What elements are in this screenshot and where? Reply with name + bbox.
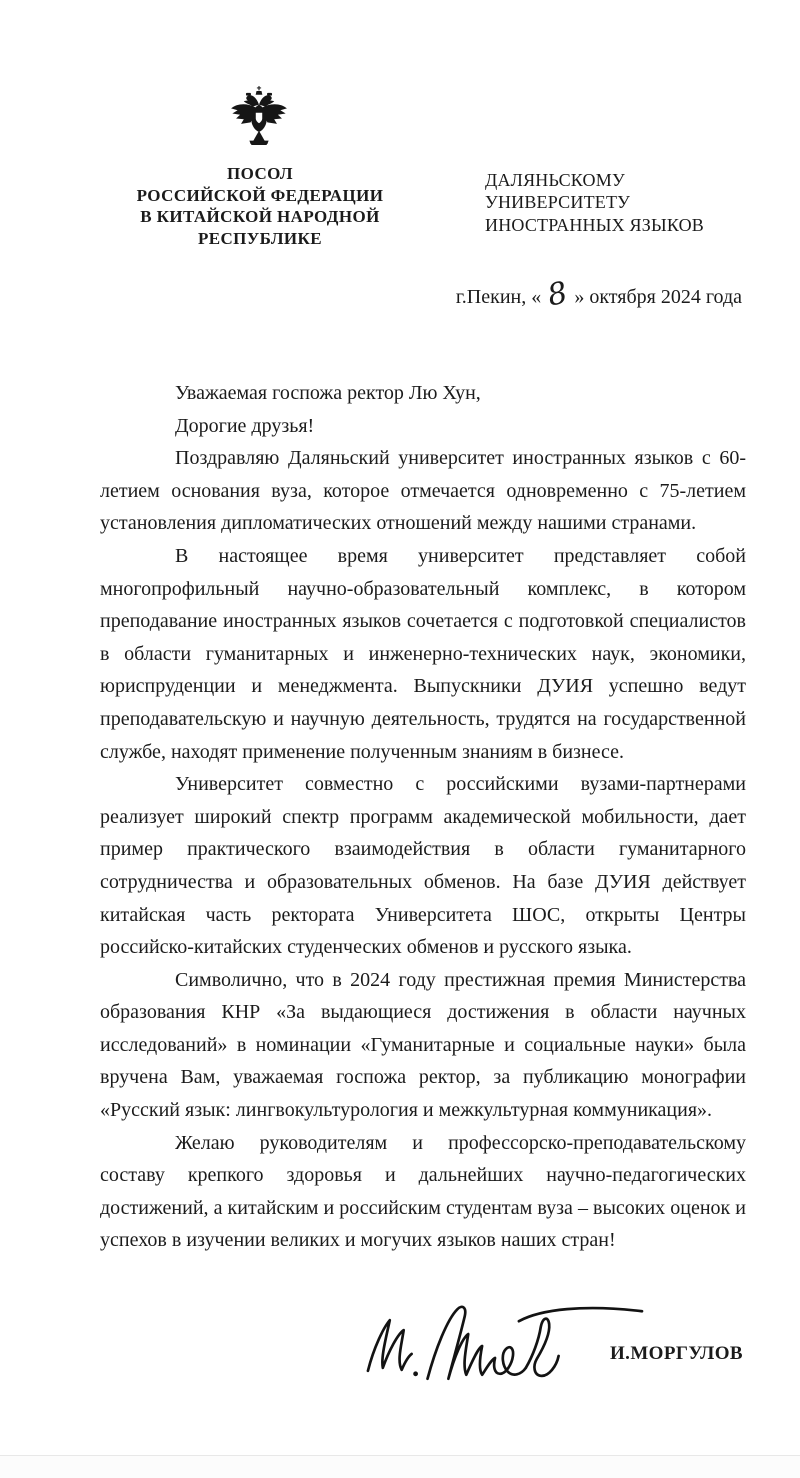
signatory-name: И.МОРГУЛОВ [610, 1343, 743, 1364]
morgulov-handwritten-signature-icon [358, 1296, 646, 1398]
letter-paragraph: Университет совместно с российскими вузами-партнерами реализует широкий спектр программ академической мобильности, дает пример практического взаимодействия в области гуманитарного сотрудничества и образовательных обменов. На базе ДУИЯ действует китайская часть ректората Университета ШОС, открыты Центры российско-китайских студенческих обменов и русского языка. [100, 773, 746, 959]
sender-line: ПОСОЛ [227, 164, 293, 183]
below-page-area [0, 1456, 800, 1478]
dateline-suffix: » октября 2024 года [574, 286, 742, 308]
recipient-address [485, 169, 704, 236]
sender-line: РОССИЙСКОЙ ФЕДЕРАЦИИ [136, 185, 384, 205]
dateline [455, 275, 742, 314]
letter-body [100, 377, 746, 1257]
recipient-line: ИНОСТРАННЫХ ЯЗЫКОВ [485, 214, 705, 235]
sender-line: В КИТАЙСКОЙ НАРОДНОЙ [140, 207, 380, 226]
dateline-prefix: г.Пекин, « [455, 286, 542, 308]
sender-line: РЕСПУБЛИКЕ [197, 228, 323, 248]
letter-paragraph: Желаю руководителям и профессорско-преподавательскому составу крепкого здоровья и дальнейших научно-педагогических достижений, а китайским и российским студентам вуза – высоких оценок и успехов в изучении великих и могучих языков наших стран! [100, 1131, 746, 1252]
salutation: Дорогие друзья! [175, 414, 315, 437]
handwritten-day-number: 8 [544, 275, 571, 314]
russian-coat-of-arms-icon [228, 85, 290, 151]
letter-paragraph: В настоящее время университет представляет собой многопрофильный научно-образовательный комплекс, в котором преподавание иностранных языков сочетается с подготовкой специалистов в области гуманитарных и инженерно-технических наук, экономики, юриспруденции и менеджмента. Выпускники ДУИЯ успешно ведут преподавательскую и научную деятельность, трудятся на государственной службе, находят применение полученным знаниям в бизнесе. [100, 544, 746, 763]
letter-paragraph: Поздравляю Даляньский университет иностранных языков с 60-летием основания вуза, которое отмечается одновременно с 75-летием установления дипломатических отношений между нашими странами. [100, 447, 746, 535]
letter-paragraph: Символично, что в 2024 году престижная премия Министерства образования КНР «За выдающиеся достижения в области научных исследований» в номинации «Гуманитарные и социальные науки» была вручена Вам, уважаемая госпожа ректор, за публикацию монографии «Русский язык: лингвокультурология и межкультурная коммуникация». [100, 968, 746, 1122]
salutation: Уважаемая госпожа ректор Лю Хун, [175, 382, 481, 404]
recipient-line: ДАЛЯНЬСКОМУ [485, 170, 625, 190]
recipient-line: УНИВЕРСИТЕТУ [485, 192, 631, 213]
sender-letterhead [102, 163, 418, 249]
